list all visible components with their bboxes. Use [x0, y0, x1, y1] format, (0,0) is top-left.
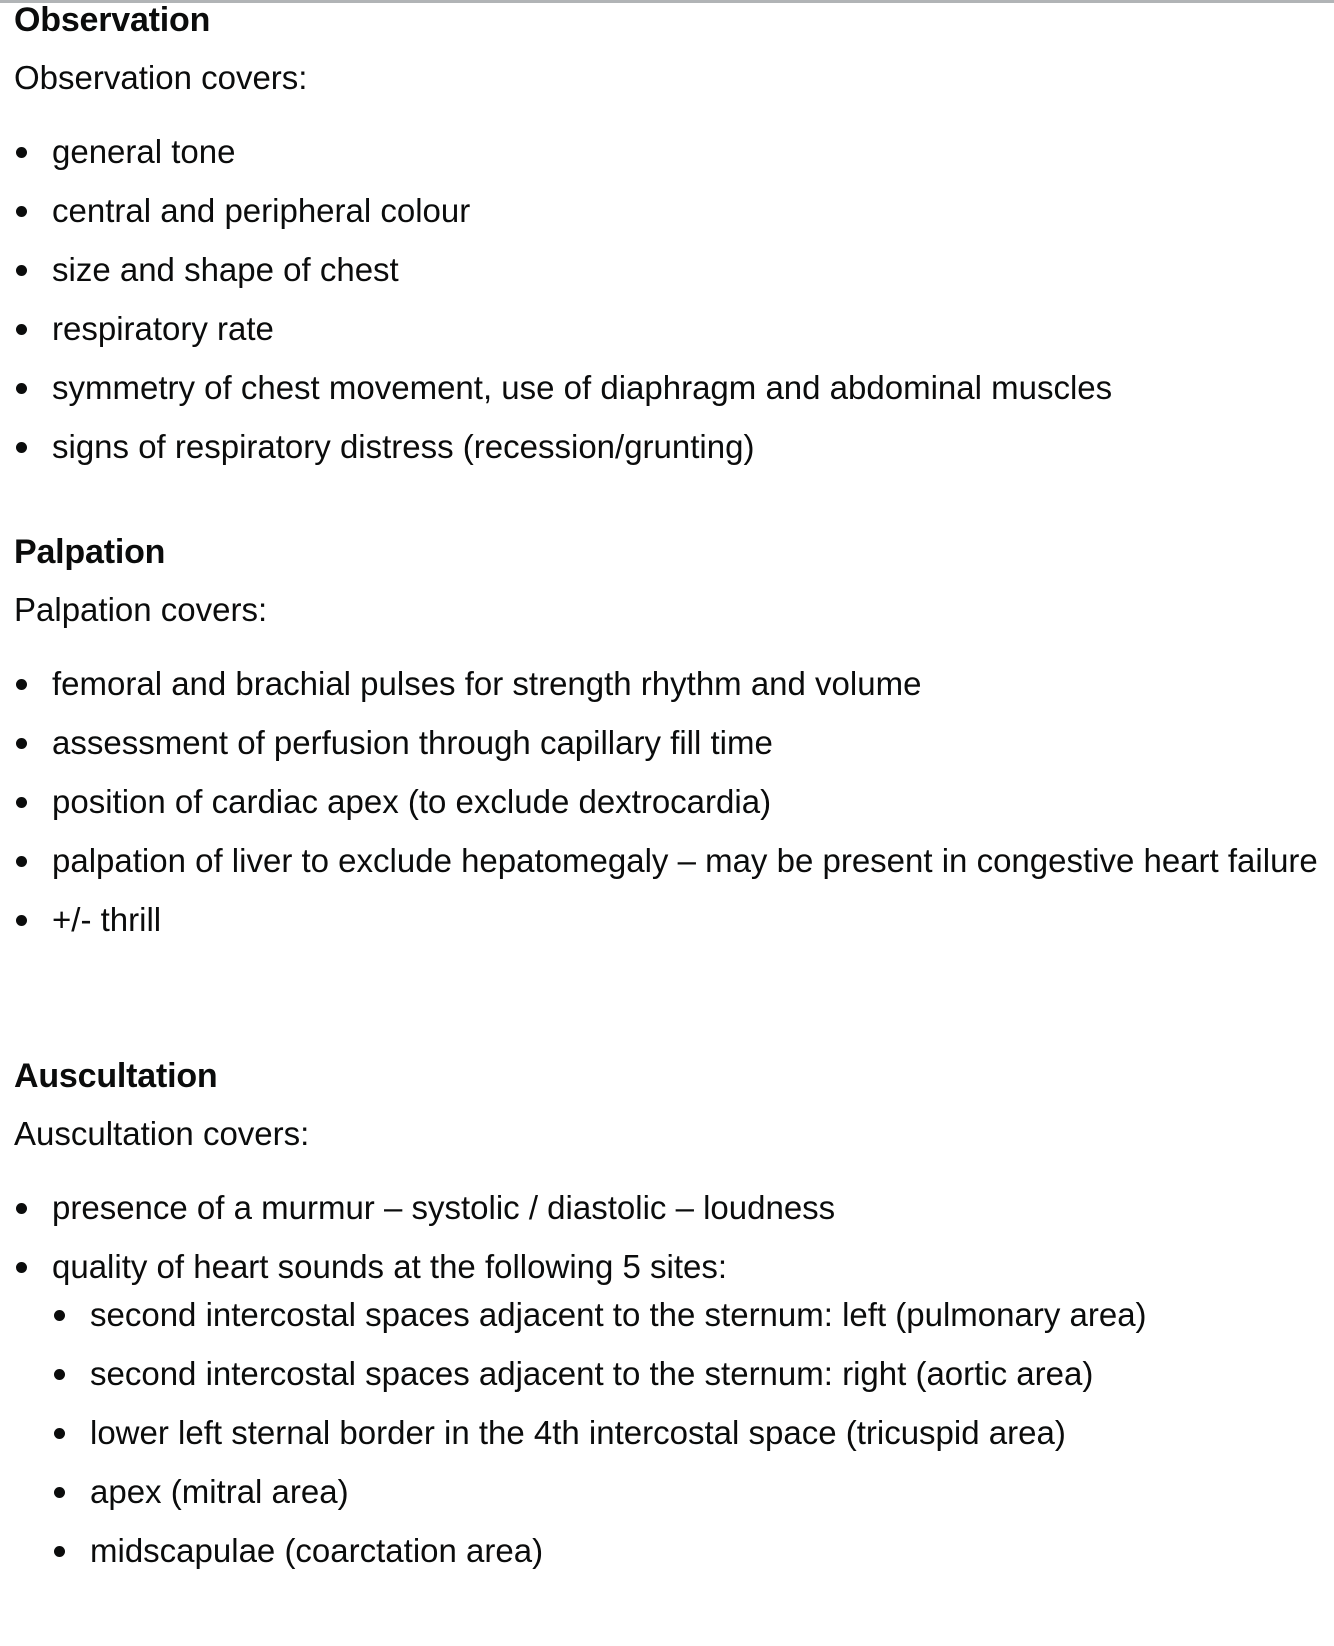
sub-list-item: second intercostal spaces adjacent to the sternum: right (aortic area) — [52, 1350, 1324, 1398]
sub-list-item: apex (mitral area) — [52, 1468, 1324, 1516]
list-item: symmetry of chest movement, use of diaphragm and abdominal muscles — [14, 364, 1324, 412]
palpation-list — [14, 660, 1324, 944]
list-item: palpation of liver to exclude hepatomegaly – may be present in congestive heart failure — [14, 837, 1324, 885]
observation-list — [14, 128, 1324, 471]
list-item: +/- thrill — [14, 896, 1324, 944]
list-item: presence of a murmur – systolic / diastolic – loudness — [14, 1184, 1324, 1232]
auscultation-heading: Auscultation — [14, 1057, 218, 1095]
auscultation-list — [14, 1184, 1324, 1575]
auscultation-section — [14, 1056, 1324, 1586]
list-item-text: quality of heart sounds at the following 5 sites: — [52, 1248, 728, 1285]
observation-section — [14, 0, 1324, 482]
list-item: respiratory rate — [14, 305, 1324, 353]
auscultation-sites-list — [52, 1291, 1324, 1575]
list-item: assessment of perfusion through capillary fill time — [14, 719, 1324, 767]
list-item — [14, 1243, 1324, 1575]
sub-list-item: lower left sternal border in the 4th intercostal space (tricuspid area) — [52, 1409, 1324, 1457]
observation-intro: Observation covers: — [14, 59, 308, 96]
list-item: signs of respiratory distress (recession/grunting) — [14, 423, 1324, 471]
list-item: central and peripheral colour — [14, 187, 1324, 235]
list-item: position of cardiac apex (to exclude dextrocardia) — [14, 778, 1324, 826]
palpation-intro: Palpation covers: — [14, 591, 268, 628]
list-item: size and shape of chest — [14, 246, 1324, 294]
sub-list-item: second intercostal spaces adjacent to the sternum: left (pulmonary area) — [52, 1291, 1324, 1339]
observation-heading: Observation — [14, 1, 211, 39]
list-item: general tone — [14, 128, 1324, 176]
palpation-section — [14, 532, 1324, 955]
sub-list-item: midscapulae (coarctation area) — [52, 1527, 1324, 1575]
palpation-heading: Palpation — [14, 533, 166, 571]
list-item: femoral and brachial pulses for strength rhythm and volume — [14, 660, 1324, 708]
auscultation-intro: Auscultation covers: — [14, 1115, 310, 1152]
